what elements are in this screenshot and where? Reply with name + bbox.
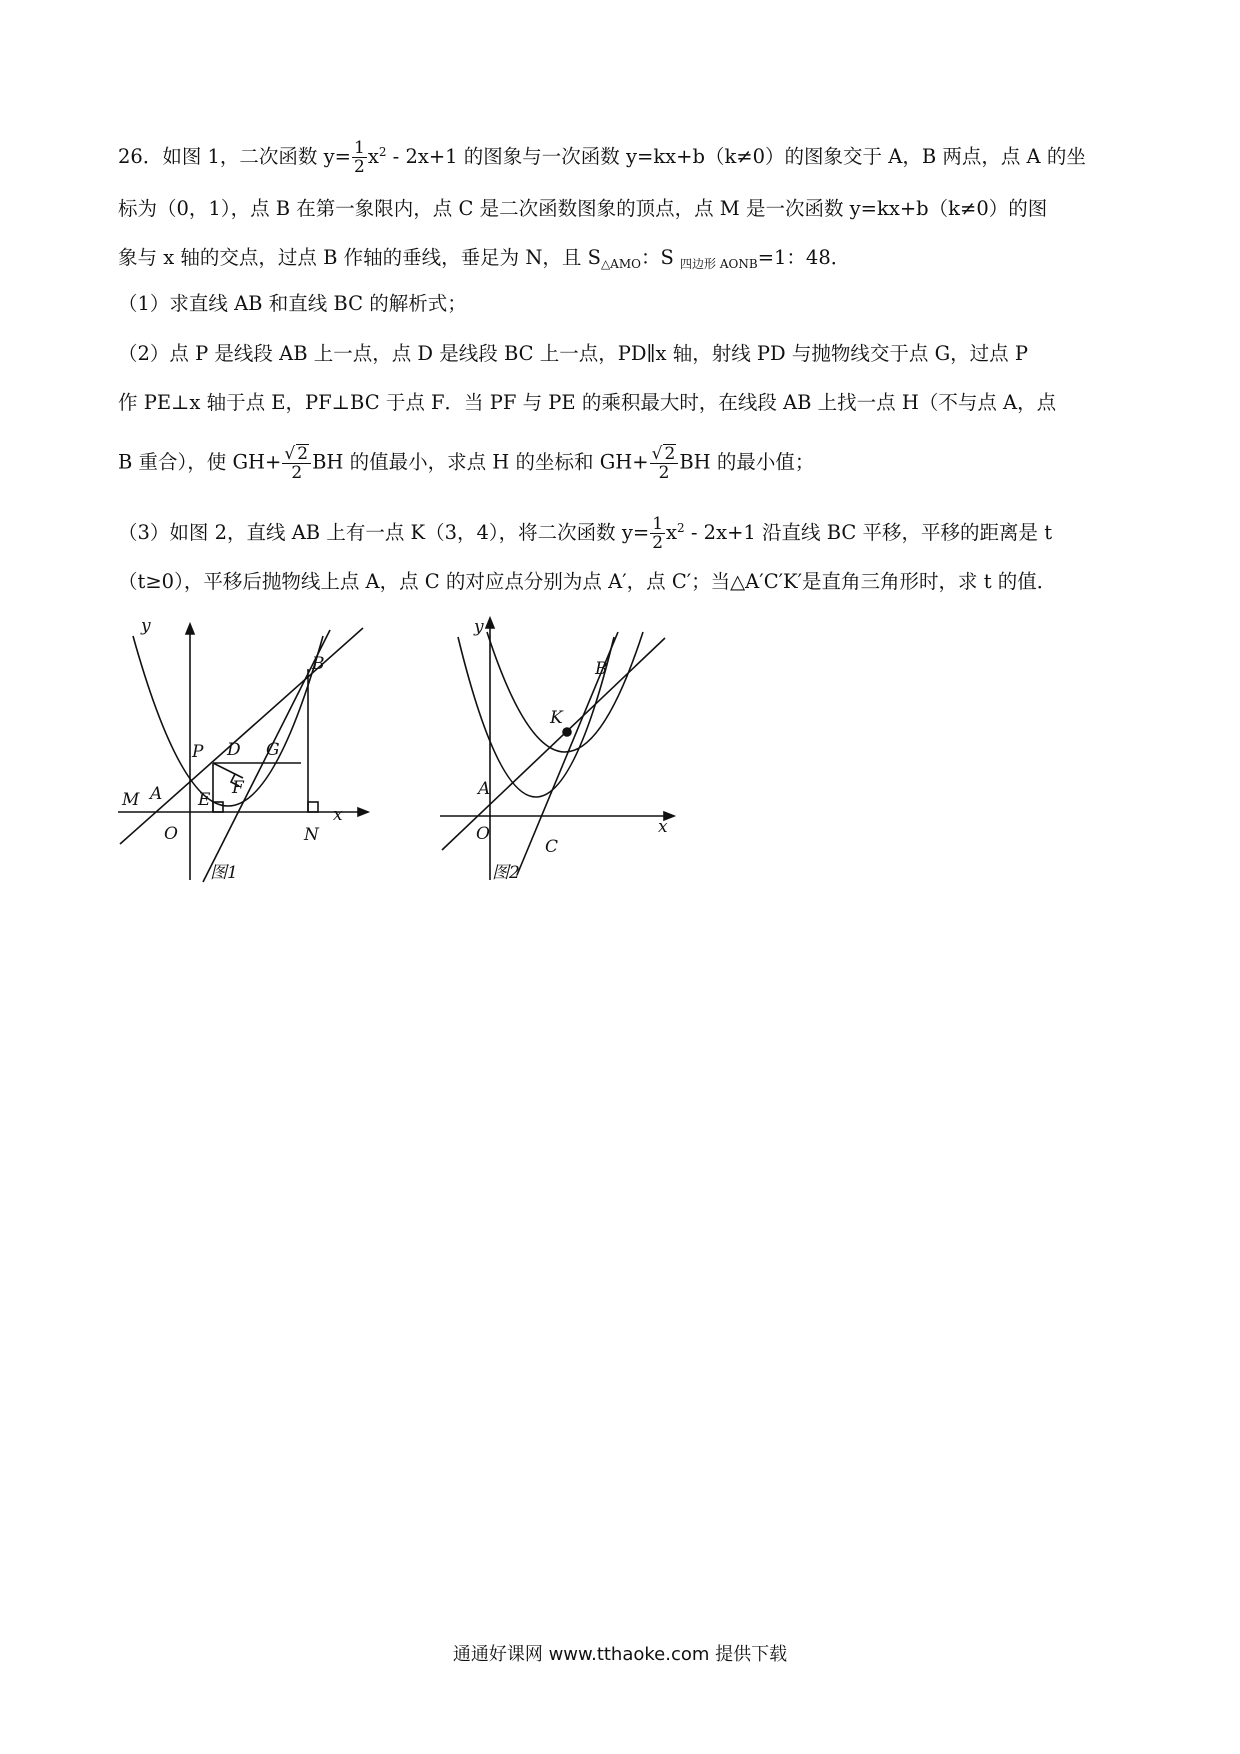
text: （3）如图 2，直线 AB 上有一点 K（3，4），将二次函数 y= [118,521,650,544]
problem-line-2: 标为（0，1），点 B 在第一象限内，点 C 是二次函数图象的顶点，点 M 是一次函数 y=kx+b（k≠0）的图 [118,197,1048,220]
problem-line-3 [118,244,850,278]
label-o: O [164,824,178,844]
text: - 2x+1 的图象与一次函数 y=kx+b（k≠0）的图象交于 A，B 两点，点 A 的坐 [386,145,1086,168]
text: - 2x+1 沿直线 BC 平移，平移的距离是 t [684,521,1053,544]
fraction-denominator: 2 [652,533,664,553]
segment-pf [213,763,243,778]
label-g: G [266,740,280,760]
label-y: y [141,616,151,636]
superscript: 2 [677,521,685,535]
superscript: 2 [378,145,387,159]
question-2-line-1: （2）点 P 是线段 AB 上一点，点 D 是线段 BC 上一点，PD∥x 轴，射线 PD 与抛物线交于点 G，过点 P [118,342,1028,365]
y-axis-arrow [486,618,494,628]
fraction-numerator: √ 2 [282,444,311,464]
fraction-denominator: 2 [658,463,670,483]
fraction-half [650,515,665,552]
y-axis-arrow [186,624,194,634]
label-b: B [595,659,608,679]
fraction-sqrt2-over-2 [282,444,311,482]
fraction-numerator: √ 2 [650,444,679,464]
footer-watermark: 通通好课网 www.tthaoke.com 提供下载 [452,1644,788,1665]
line-ab [442,638,665,850]
text: ：S [640,246,681,269]
fraction-numerator: 1 [353,138,365,158]
parabola [133,636,323,806]
question-2-line-3 [118,444,814,482]
label-d: D [227,740,241,760]
label-o: O [476,824,490,844]
label-a: A [478,779,491,799]
fraction-numerator: 1 [652,514,664,534]
label-n: N [304,825,319,845]
text: BH 的最小值； [679,450,815,474]
figure-2 [440,610,690,890]
radicand: 2 [664,444,676,464]
label-x: x [333,805,343,825]
label-e: E [198,790,211,810]
problem-line-1 [118,138,1086,176]
text: x [367,145,379,168]
figure-2-caption: 图2 [492,863,520,883]
question-3-line-2: （t≥0），平移后抛物线上点 A，点 C 的对应点分别为点 A′，点 C′；当△A′C′K′是直角三角形时，求 t 的值． [118,570,1057,593]
label-k: K [550,708,563,728]
fraction-sqrt2-over-2 [650,444,679,482]
label-b: B [312,654,325,674]
question-3-line-1 [118,514,1052,552]
text: 26．如图 1，二次函数 y= [118,145,351,168]
label-c: C [545,837,559,857]
label-x: x [658,817,668,837]
radicand: 2 [297,444,309,464]
figure-1 [118,612,378,892]
label-p: P [192,742,204,762]
label-m: M [122,790,140,810]
text: 象与 x 轴的交点，过点 B 作轴的垂线，垂足为 N，且 S [118,246,601,269]
fraction-denominator: 2 [353,157,365,177]
subscript: 四边形 AONB [680,257,758,271]
label-f: F [232,778,244,798]
parabola-original [458,637,614,797]
text: =1：48． [757,246,851,269]
fraction-half [352,139,367,176]
text: x [666,521,678,544]
text: BH 的值最小，求点 H 的坐标和 GH+ [312,450,649,474]
question-1: （1）求直线 AB 和直线 BC 的解析式； [118,292,467,315]
fraction-denominator: 2 [291,463,303,483]
label-y: y [474,617,484,637]
label-a: A [150,784,163,804]
x-axis-arrow [358,808,368,816]
question-2-line-2: 作 PE⊥x 轴于点 E，PF⊥BC 于点 F．当 PF 与 PE 的乘积最大时，在线段 AB 上找一点 H（不与点 A，点 [118,391,1057,414]
right-angle-n [308,802,318,812]
text: B 重合），使 GH+ [118,450,282,474]
point-k [563,728,571,736]
figure-1-caption: 图1 [210,863,238,883]
subscript: △AMO [600,257,641,271]
